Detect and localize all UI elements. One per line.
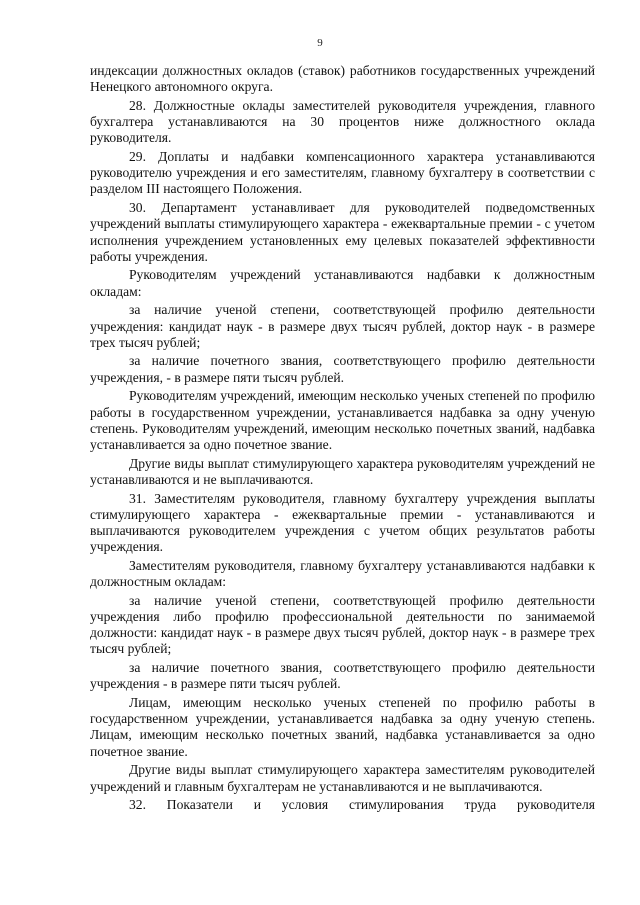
paragraph-head-title: за наличие почетного звания, соответствующего профилю деятельности учреждения, - в размере пяти тысяч рублей. xyxy=(90,353,595,385)
document-body xyxy=(90,63,595,816)
paragraph-deputy-other: Другие виды выплат стимулирующего характера заместителям руководителей учреждений и главным бухгалтерам не устанавливаются и не выплачиваются. xyxy=(90,762,595,794)
paragraph-deputy-allowances: Заместителям руководителя, главному бухгалтеру устанавливаются надбавки к должностным окладам: xyxy=(90,557,595,590)
paragraph-29: 29. Доплаты и надбавки компенсационного характера устанавливаются руководителю учреждения и его заместителям, главному бухгалтеру в соответствии с разделом III настоящего Положения. xyxy=(90,149,595,197)
paragraph-head-multiple: Руководителям учреждений, имеющим несколько ученых степеней по профилю работы в государственном учреждении, устанавливается надбавка за одну ученую степень. Руководителям учреждений, имеющим несколько почетных званий, надбавка устанавливается за одно почетное звание. xyxy=(90,388,595,452)
paragraph-30: 30. Департамент устанавливает для руководителей подведомственных учреждений выплаты стимулирующего характера - ежеквартальные премии - с учетом исполнения учреждением установленных ему целевых показателей эффективности работы учреждения. xyxy=(90,200,595,264)
paragraph-31: 31. Заместителям руководителя, главному бухгалтеру учреждения выплаты стимулирующего характера - ежеквартальные премии - устанавливаются и выплачиваются руководителем учреждения с учетом общих результатов работы учреждения. xyxy=(90,490,595,555)
paragraph-head-allowances: Руководителям учреждений устанавливаются надбавки к должностным окладам: xyxy=(90,267,595,299)
page-number: 9 xyxy=(317,37,323,49)
paragraph-head-degree: за наличие ученой степени, соответствующей профилю деятельности учреждения: кандидат наук - в размере двух тысяч рублей, доктор наук - в размере трех тысяч рублей; xyxy=(90,302,595,350)
paragraph-32: 32. Показатели и условия стимулирования труда руководителя xyxy=(129,797,595,813)
paragraph-continuation: индексации должностных окладов (ставок) работников государственных учреждений Ненецкого автономного округа. xyxy=(90,63,595,95)
paragraph-28: 28. Должностные оклады заместителей руководителя учреждения, главного бухгалтера устанавливаются на 30 процентов ниже должностного оклада руководителя. xyxy=(90,97,595,146)
paragraph-head-other: Другие виды выплат стимулирующего характера руководителям учреждений не устанавливаются и не выплачиваются. xyxy=(90,455,595,487)
paragraph-deputy-multiple: Лицам, имеющим несколько ученых степеней по профилю работы в государственном учреждении, устанавливается надбавка за одну ученую степень. Лицам, имеющим несколько почетных званий, надбавка устанавливается за одно почетное звание. xyxy=(90,695,595,759)
paragraph-deputy-title: за наличие почетного звания, соответствующего профилю деятельности учреждения - в размере пяти тысяч рублей. xyxy=(90,660,595,692)
paragraph-deputy-degree: за наличие ученой степени, соответствующей профилю деятельности учреждения либо профилю профессиональной деятельности по занимаемой должности: кандидат наук - в размере двух тысяч рублей, доктор наук - в размере трех тысяч рублей; xyxy=(90,592,595,657)
